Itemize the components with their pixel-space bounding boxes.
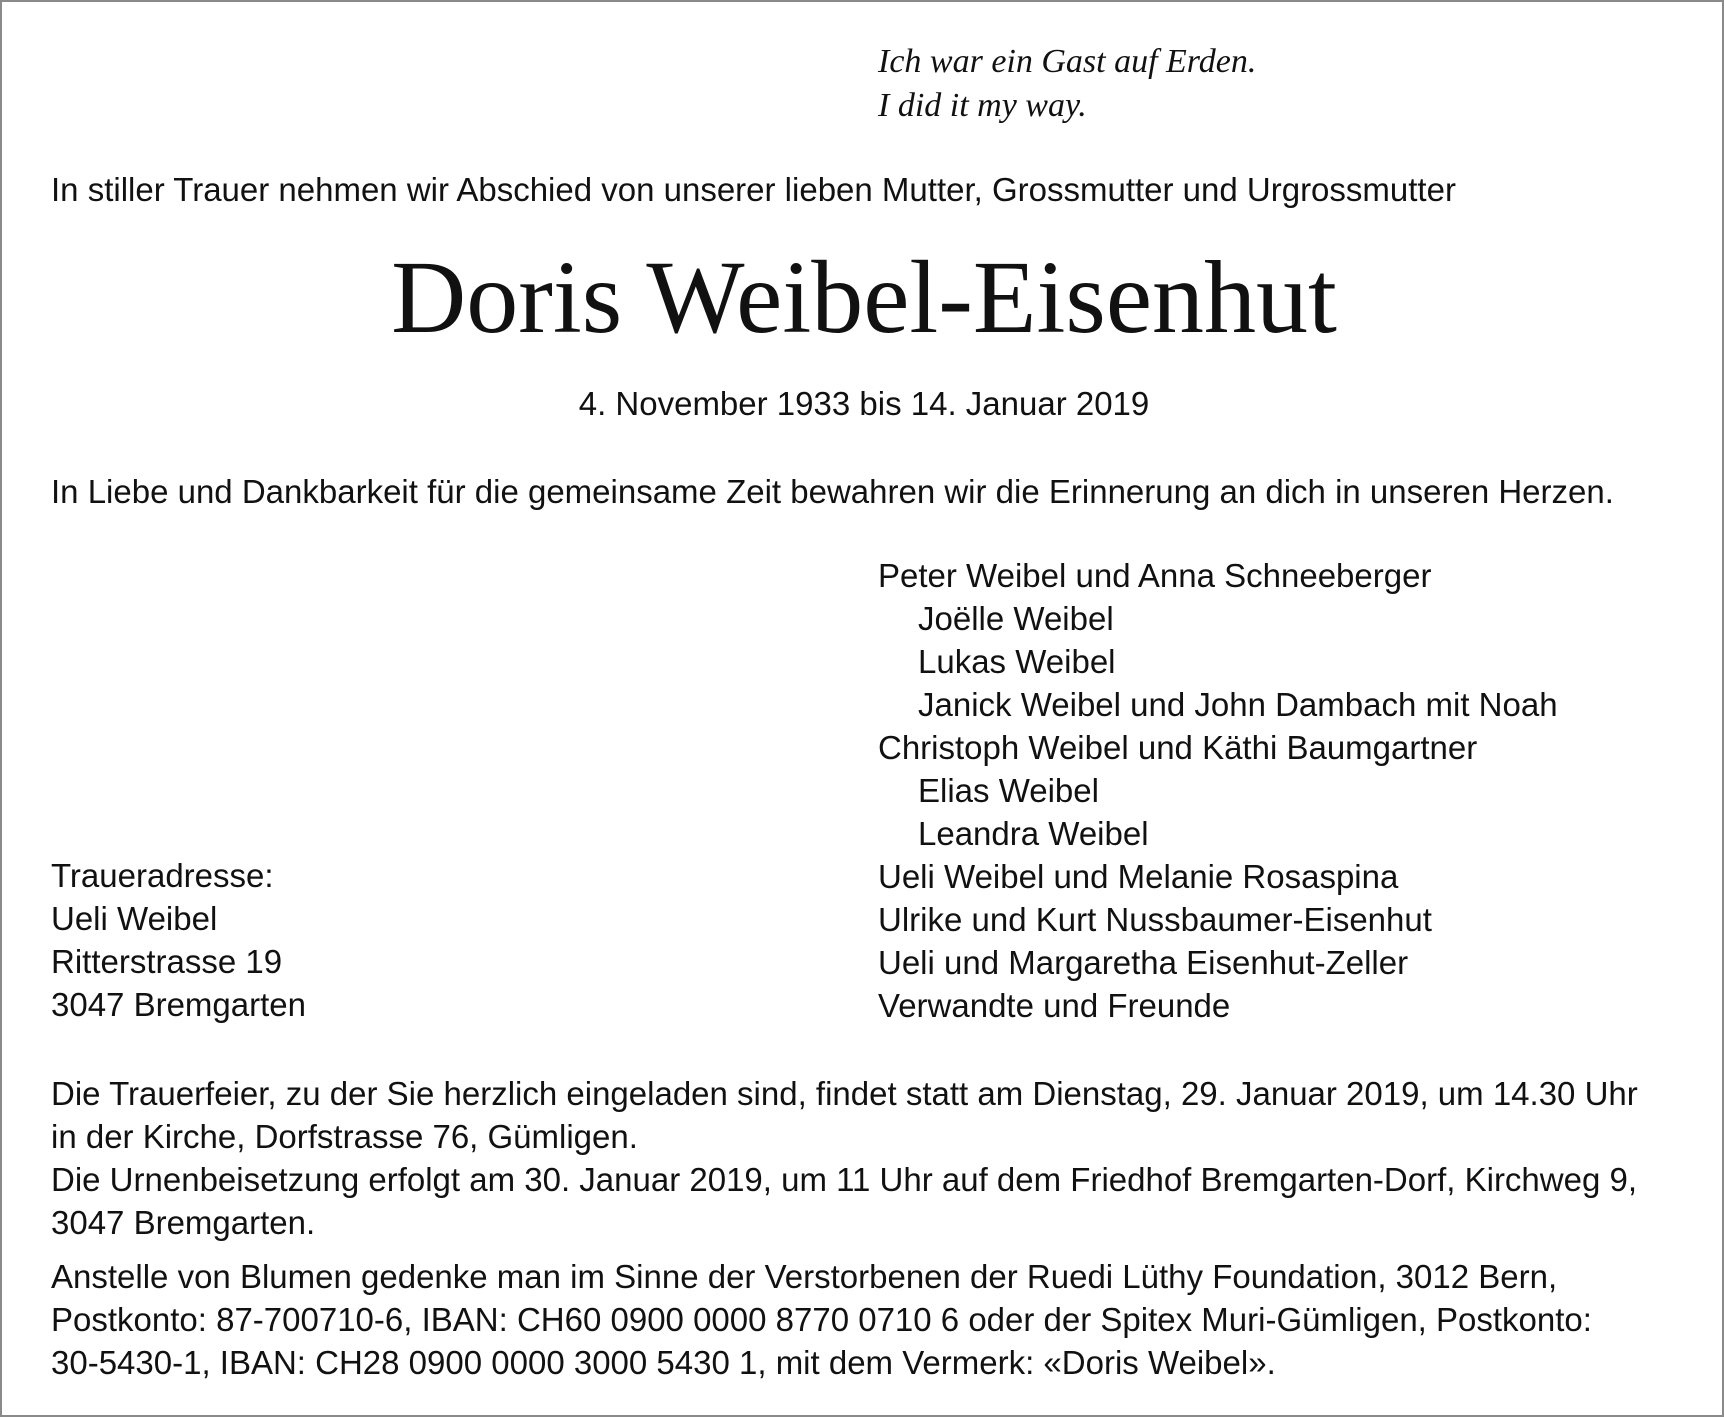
service-line-2: in der Kirche, Dorfstrasse 76, Gümligen. [51, 1118, 638, 1155]
donation-info [51, 1255, 1681, 1384]
mourner-entry: Joëlle Weibel [918, 600, 1114, 637]
deceased-name: Doris Weibel-Eisenhut [391, 240, 1337, 355]
mourner-entry: Lukas Weibel [918, 643, 1116, 680]
intro-text: In stiller Trauer nehmen wir Abschied von unserer lieben Mutter, Grossmutter und Urgrossmutter [51, 171, 1456, 208]
mourner-entry: Ulrike und Kurt Nussbaumer-Eisenhut [878, 901, 1432, 938]
mourner-entry: Ueli und Margaretha Eisenhut-Zeller [878, 944, 1409, 981]
life-dates: 4. November 1933 bis 14. Januar 2019 [578, 385, 1150, 422]
donation-line-2: Postkonto: 87-700710-6, IBAN: CH60 0900 0000 8770 0710 6 oder der Spitex Muri-Gümligen, Postkonto: [51, 1301, 1592, 1338]
mourner-entry: Leandra Weibel [918, 815, 1149, 852]
address-city: 3047 Bremgarten [51, 986, 306, 1023]
motto-line-1: Ich war ein Gast auf Erden. [878, 43, 1257, 80]
mourner-entry: Christoph Weibel und Käthi Baumgartner [878, 729, 1478, 766]
service-line-4: 3047 Bremgarten. [51, 1204, 316, 1241]
motto-line-2: I did it my way. [878, 87, 1087, 124]
remembrance-line: In Liebe und Dankbarkeit für die gemeinsame Zeit bewahren wir die Erinnerung an dich in unseren Herzen. [51, 473, 1614, 510]
service-line-3: Die Urnenbeisetzung erfolgt am 30. Januar 2019, um 11 Uhr auf dem Friedhof Bremgarten-Dorf, Kirchweg 9, [51, 1161, 1638, 1198]
mourner-entry: Peter Weibel und Anna Schneeberger [878, 557, 1432, 594]
mourner-entry: Janick Weibel und John Dambach mit Noah [918, 686, 1558, 723]
service-line-1: Die Trauerfeier, zu der Sie herzlich eingeladen sind, findet statt am Dienstag, 29. Januar 2019, um 14.30 Uhr [51, 1075, 1638, 1112]
mourners-list [878, 554, 1558, 1027]
mourner-entry: Ueli Weibel und Melanie Rosaspina [878, 858, 1399, 895]
address-name: Ueli Weibel [51, 900, 218, 937]
donation-line-1: Anstelle von Blumen gedenke man im Sinne der Verstorbenen der Ruedi Lüthy Foundation, 3012 Bern, [51, 1258, 1558, 1295]
mourner-entry: Elias Weibel [918, 772, 1099, 809]
address-street: Ritterstrasse 19 [51, 943, 283, 980]
motto-quote [878, 40, 1256, 128]
funeral-service-info [51, 1072, 1681, 1244]
mourner-entry: Verwandte und Freunde [878, 987, 1231, 1024]
donation-line-3: 30-5430-1, IBAN: CH28 0900 0000 3000 5430 1, mit dem Vermerk: «Doris Weibel». [51, 1344, 1276, 1381]
mourning-address [51, 854, 306, 1026]
address-label: Traueradresse: [51, 857, 274, 894]
